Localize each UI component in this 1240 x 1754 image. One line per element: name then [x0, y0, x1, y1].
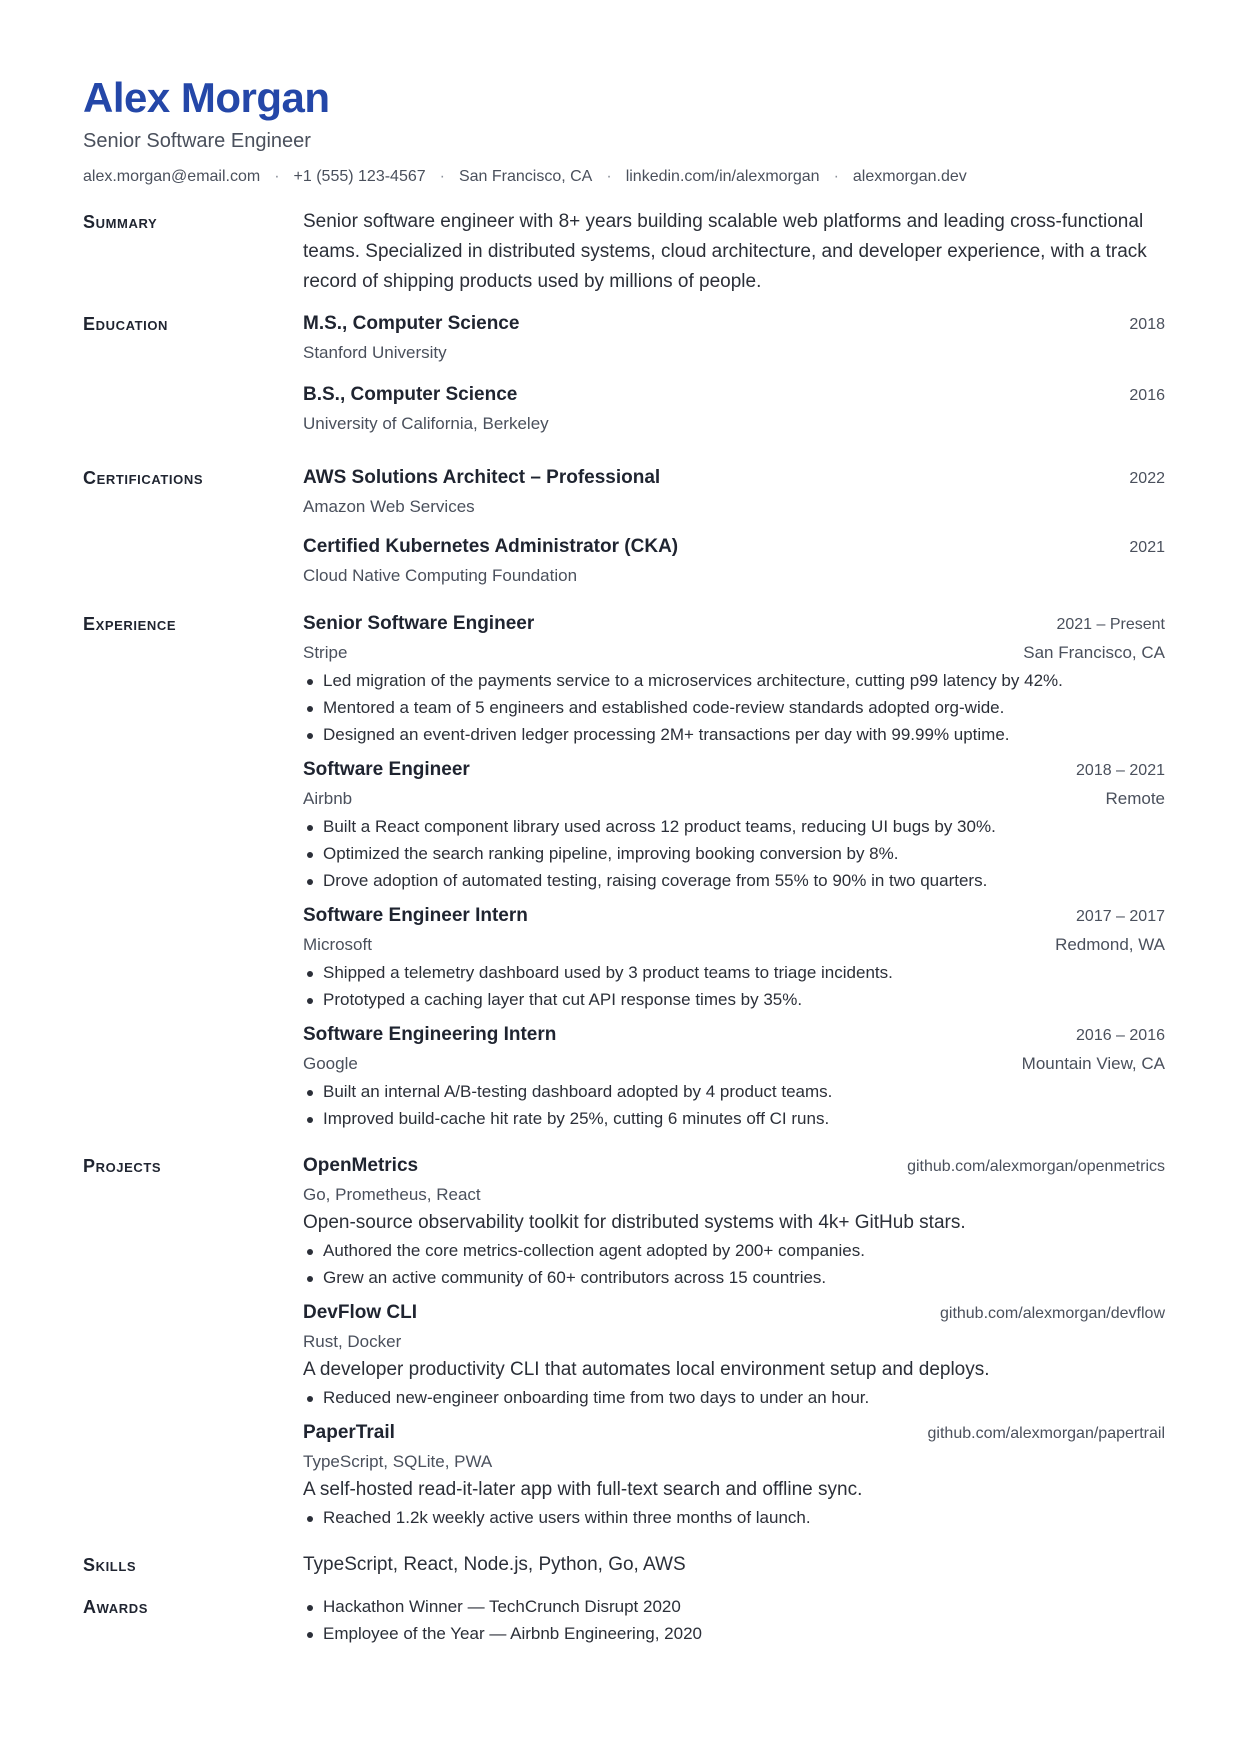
job-location: Mountain View, CA: [1021, 1054, 1165, 1073]
summary-text: Senior software engineer with 8+ years building scalable web platforms and leading cross-functional teams. Specialized in distributed systems, cloud architecture, and developer experience, with a track record of shipping products used by millions of people.: [303, 211, 1147, 292]
contact-website[interactable]: alexmorgan.dev: [852, 168, 967, 185]
resume-page: [83, 70, 1165, 1647]
company: Airbnb: [303, 789, 353, 808]
project-name: DevFlow CLI: [303, 1302, 418, 1323]
company: Google: [303, 1054, 358, 1073]
project-entry: [303, 1152, 1165, 1291]
skills-list: TypeScript, React, Node.js, Python, Go, AWS: [303, 1554, 686, 1575]
list-item: Improved build-cache hit rate by 25%, cutting 6 minutes off CI runs.: [303, 1105, 1165, 1132]
job-title: Software Engineer: [303, 759, 470, 780]
list-item: Built an internal A/B-testing dashboard adopted by 4 product teams.: [303, 1078, 1165, 1105]
job-title: Senior Software Engineer: [303, 613, 535, 634]
contact-separator: ·: [606, 168, 612, 185]
section-title: Certifications: [83, 468, 204, 488]
contact-phone: +1 (555) 123-4567: [293, 168, 426, 185]
list-item: Employee of the Year — Airbnb Engineering, 2020: [303, 1620, 1165, 1647]
list-item: Authored the core metrics-collection agent adopted by 200+ companies.: [303, 1237, 1165, 1264]
project-stack: Rust, Docker: [303, 1332, 402, 1351]
experience-entry: [303, 756, 1165, 894]
list-item: Drove adoption of automated testing, raising coverage from 55% to 90% in two quarters.: [303, 867, 1165, 894]
section-title: Summary: [83, 212, 158, 232]
project-entry: [303, 1419, 1165, 1531]
project-description: Open-source observability toolkit for distributed systems with 4k+ GitHub stars.: [303, 1212, 966, 1233]
section-title: Projects: [83, 1156, 162, 1176]
contact-email[interactable]: alex.morgan@email.com: [83, 168, 261, 185]
certification-name: Certified Kubernetes Administrator (CKA): [303, 536, 679, 557]
contact-line: [83, 166, 1165, 188]
job-bullets: [303, 1078, 1165, 1132]
contact-separator: ·: [439, 168, 445, 185]
job-title: Software Engineer Intern: [303, 905, 528, 926]
list-item: Optimized the search ranking pipeline, improving booking conversion by 8%.: [303, 840, 1165, 867]
project-name: OpenMetrics: [303, 1155, 419, 1176]
list-item: Prototyped a caching layer that cut API response times by 35%.: [303, 986, 1165, 1013]
company: Stripe: [303, 643, 348, 662]
job-location: San Francisco, CA: [1023, 643, 1165, 662]
education-entry: [303, 310, 1165, 367]
graduation-year: 2018: [1129, 316, 1165, 333]
job-bullets: [303, 667, 1165, 748]
project-link[interactable]: github.com/alexmorgan/openmetrics: [907, 1158, 1165, 1175]
certifications-section: [83, 464, 1165, 590]
project-bullets: [303, 1384, 1165, 1411]
project-bullets: [303, 1504, 1165, 1531]
degree: M.S., Computer Science: [303, 313, 520, 334]
summary-section: [83, 208, 1165, 297]
section-title: Education: [83, 314, 169, 334]
job-location: Remote: [1105, 789, 1165, 808]
experience-section: [83, 610, 1165, 1132]
job-dates: 2018 – 2021: [1076, 762, 1165, 779]
project-description: A self-hosted read-it-later app with full-text search and offline sync.: [303, 1479, 863, 1500]
awards-section: [83, 1593, 1165, 1647]
candidate-role: Senior Software Engineer: [83, 130, 311, 152]
projects-section: [83, 1152, 1165, 1531]
list-item: Shipped a telemetry dashboard used by 3 product teams to triage incidents.: [303, 959, 1165, 986]
certification-entry: [303, 533, 1165, 590]
list-item: Grew an active community of 60+ contributors across 15 countries.: [303, 1264, 1165, 1291]
list-item: Reduced new-engineer onboarding time from two days to under an hour.: [303, 1384, 1165, 1411]
contact-separator: ·: [833, 168, 839, 185]
contact-location: San Francisco, CA: [458, 168, 593, 185]
job-dates: 2016 – 2016: [1076, 1027, 1165, 1044]
school: Stanford University: [303, 343, 447, 362]
list-item: Designed an event-driven ledger processing 2M+ transactions per day with 99.99% uptime.: [303, 721, 1165, 748]
graduation-year: 2016: [1129, 387, 1165, 404]
resume-header: [83, 70, 1165, 188]
project-entry: [303, 1299, 1165, 1411]
experience-entry: [303, 1021, 1165, 1132]
project-stack: TypeScript, SQLite, PWA: [303, 1452, 493, 1471]
job-title: Software Engineering Intern: [303, 1024, 557, 1045]
experience-entry: [303, 902, 1165, 1013]
project-stack: Go, Prometheus, React: [303, 1185, 481, 1204]
project-name: PaperTrail: [303, 1422, 395, 1443]
section-title: Awards: [83, 1597, 148, 1617]
certification-name: AWS Solutions Architect – Professional: [303, 467, 661, 488]
list-item: Hackathon Winner — TechCrunch Disrupt 2020: [303, 1593, 1165, 1620]
job-bullets: [303, 959, 1165, 1013]
job-location: Redmond, WA: [1055, 935, 1165, 954]
project-link[interactable]: github.com/alexmorgan/papertrail: [927, 1425, 1165, 1442]
job-bullets: [303, 813, 1165, 894]
education-section: [83, 310, 1165, 438]
job-dates: 2017 – 2017: [1076, 908, 1165, 925]
section-title: Experience: [83, 614, 177, 634]
project-bullets: [303, 1237, 1165, 1291]
contact-linkedin[interactable]: linkedin.com/in/alexmorgan: [625, 168, 820, 185]
certification-year: 2022: [1129, 470, 1165, 487]
contact-separator: ·: [274, 168, 280, 185]
project-description: A developer productivity CLI that automates local environment setup and deploys.: [303, 1359, 990, 1380]
experience-entry: [303, 610, 1165, 748]
certification-issuer: Amazon Web Services: [303, 497, 475, 516]
awards-list: [303, 1593, 1165, 1647]
certification-issuer: Cloud Native Computing Foundation: [303, 566, 578, 585]
list-item: Built a React component library used across 12 product teams, reducing UI bugs by 30%.: [303, 813, 1165, 840]
certification-entry: [303, 464, 1165, 521]
school: University of California, Berkeley: [303, 414, 549, 433]
company: Microsoft: [303, 935, 372, 954]
job-dates: 2021 – Present: [1056, 616, 1165, 633]
degree: B.S., Computer Science: [303, 384, 518, 405]
section-title: Skills: [83, 1555, 137, 1575]
list-item: Reached 1.2k weekly active users within three months of launch.: [303, 1504, 1165, 1531]
education-entry: [303, 381, 1165, 438]
skills-section: [83, 1551, 1165, 1579]
list-item: Led migration of the payments service to a microservices architecture, cutting p99 latency by 42%.: [303, 667, 1165, 694]
certification-year: 2021: [1129, 539, 1165, 556]
list-item: Mentored a team of 5 engineers and established code-review standards adopted org-wide.: [303, 694, 1165, 721]
candidate-name: Alex Morgan: [83, 74, 330, 121]
project-link[interactable]: github.com/alexmorgan/devflow: [939, 1305, 1165, 1322]
